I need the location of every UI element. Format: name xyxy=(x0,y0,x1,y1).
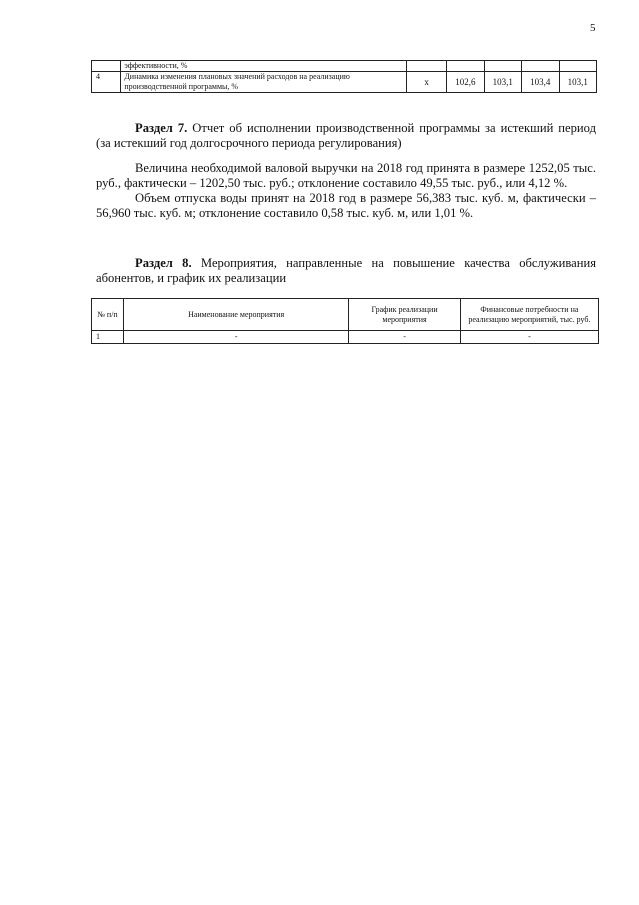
table-row xyxy=(92,331,599,344)
water-volume-paragraph: Объем отпуска воды принят на 2018 год в размере 56,383 тыс. куб. м, фактически – 56,960 тыс. куб. м; отклонение составило 0,58 тыс. куб. м, или 1,01 %. xyxy=(96,191,596,220)
section-8-label: Раздел 8. xyxy=(135,256,192,270)
row-number-cell xyxy=(92,61,121,72)
indicator-name-cell: Динамика изменения плановых значений расходов на реализацию производственной программы, % xyxy=(121,72,407,93)
value-cell: 103,1 xyxy=(559,72,597,93)
indicators-table xyxy=(91,60,597,93)
row-number-cell: 1 xyxy=(92,331,124,344)
value-cell xyxy=(559,61,597,72)
measure-financing-cell: - xyxy=(460,331,598,344)
value-cell: х xyxy=(407,72,447,93)
section-7-body xyxy=(96,161,596,221)
section-7-label: Раздел 7. xyxy=(135,121,188,135)
section-8-heading xyxy=(96,256,596,286)
measures-table xyxy=(91,298,599,344)
indicator-name-cell: эффективности, % xyxy=(121,61,407,72)
column-header-schedule: График реализации мероприятия xyxy=(349,299,461,331)
column-header-number: № п/п xyxy=(92,299,124,331)
row-number-cell: 4 xyxy=(92,72,121,93)
table-header-row xyxy=(92,299,599,331)
value-cell xyxy=(447,61,484,72)
column-header-name: Наименование мероприятия xyxy=(124,299,349,331)
revenue-paragraph: Величина необходимой валовой выручки на 2018 год принята в размере 1252,05 тыс. руб., фактически – 1202,50 тыс. руб.; отклонение составило 49,55 тыс. руб., или 4,12 %. xyxy=(96,161,596,190)
value-cell: 103,1 xyxy=(484,72,521,93)
value-cell xyxy=(522,61,559,72)
value-cell: 103,4 xyxy=(522,72,559,93)
table-row xyxy=(92,61,597,72)
section-7-title: Отчет об исполнении производственной программы за истекший период (за истекший год долгосрочного периода регулирования) xyxy=(96,121,596,150)
section-7-heading xyxy=(96,121,596,151)
table-row xyxy=(92,72,597,93)
value-cell xyxy=(484,61,521,72)
page-number: 5 xyxy=(590,22,596,34)
measure-name-cell: - xyxy=(124,331,349,344)
column-header-financing: Финансовые потребности на реализацию мероприятий, тыс. руб. xyxy=(460,299,598,331)
value-cell xyxy=(407,61,447,72)
value-cell: 102,6 xyxy=(447,72,484,93)
section-8-title: Мероприятия, направленные на повышение качества обслуживания абонентов, и график их реализации xyxy=(96,256,597,285)
measure-schedule-cell: - xyxy=(349,331,461,344)
